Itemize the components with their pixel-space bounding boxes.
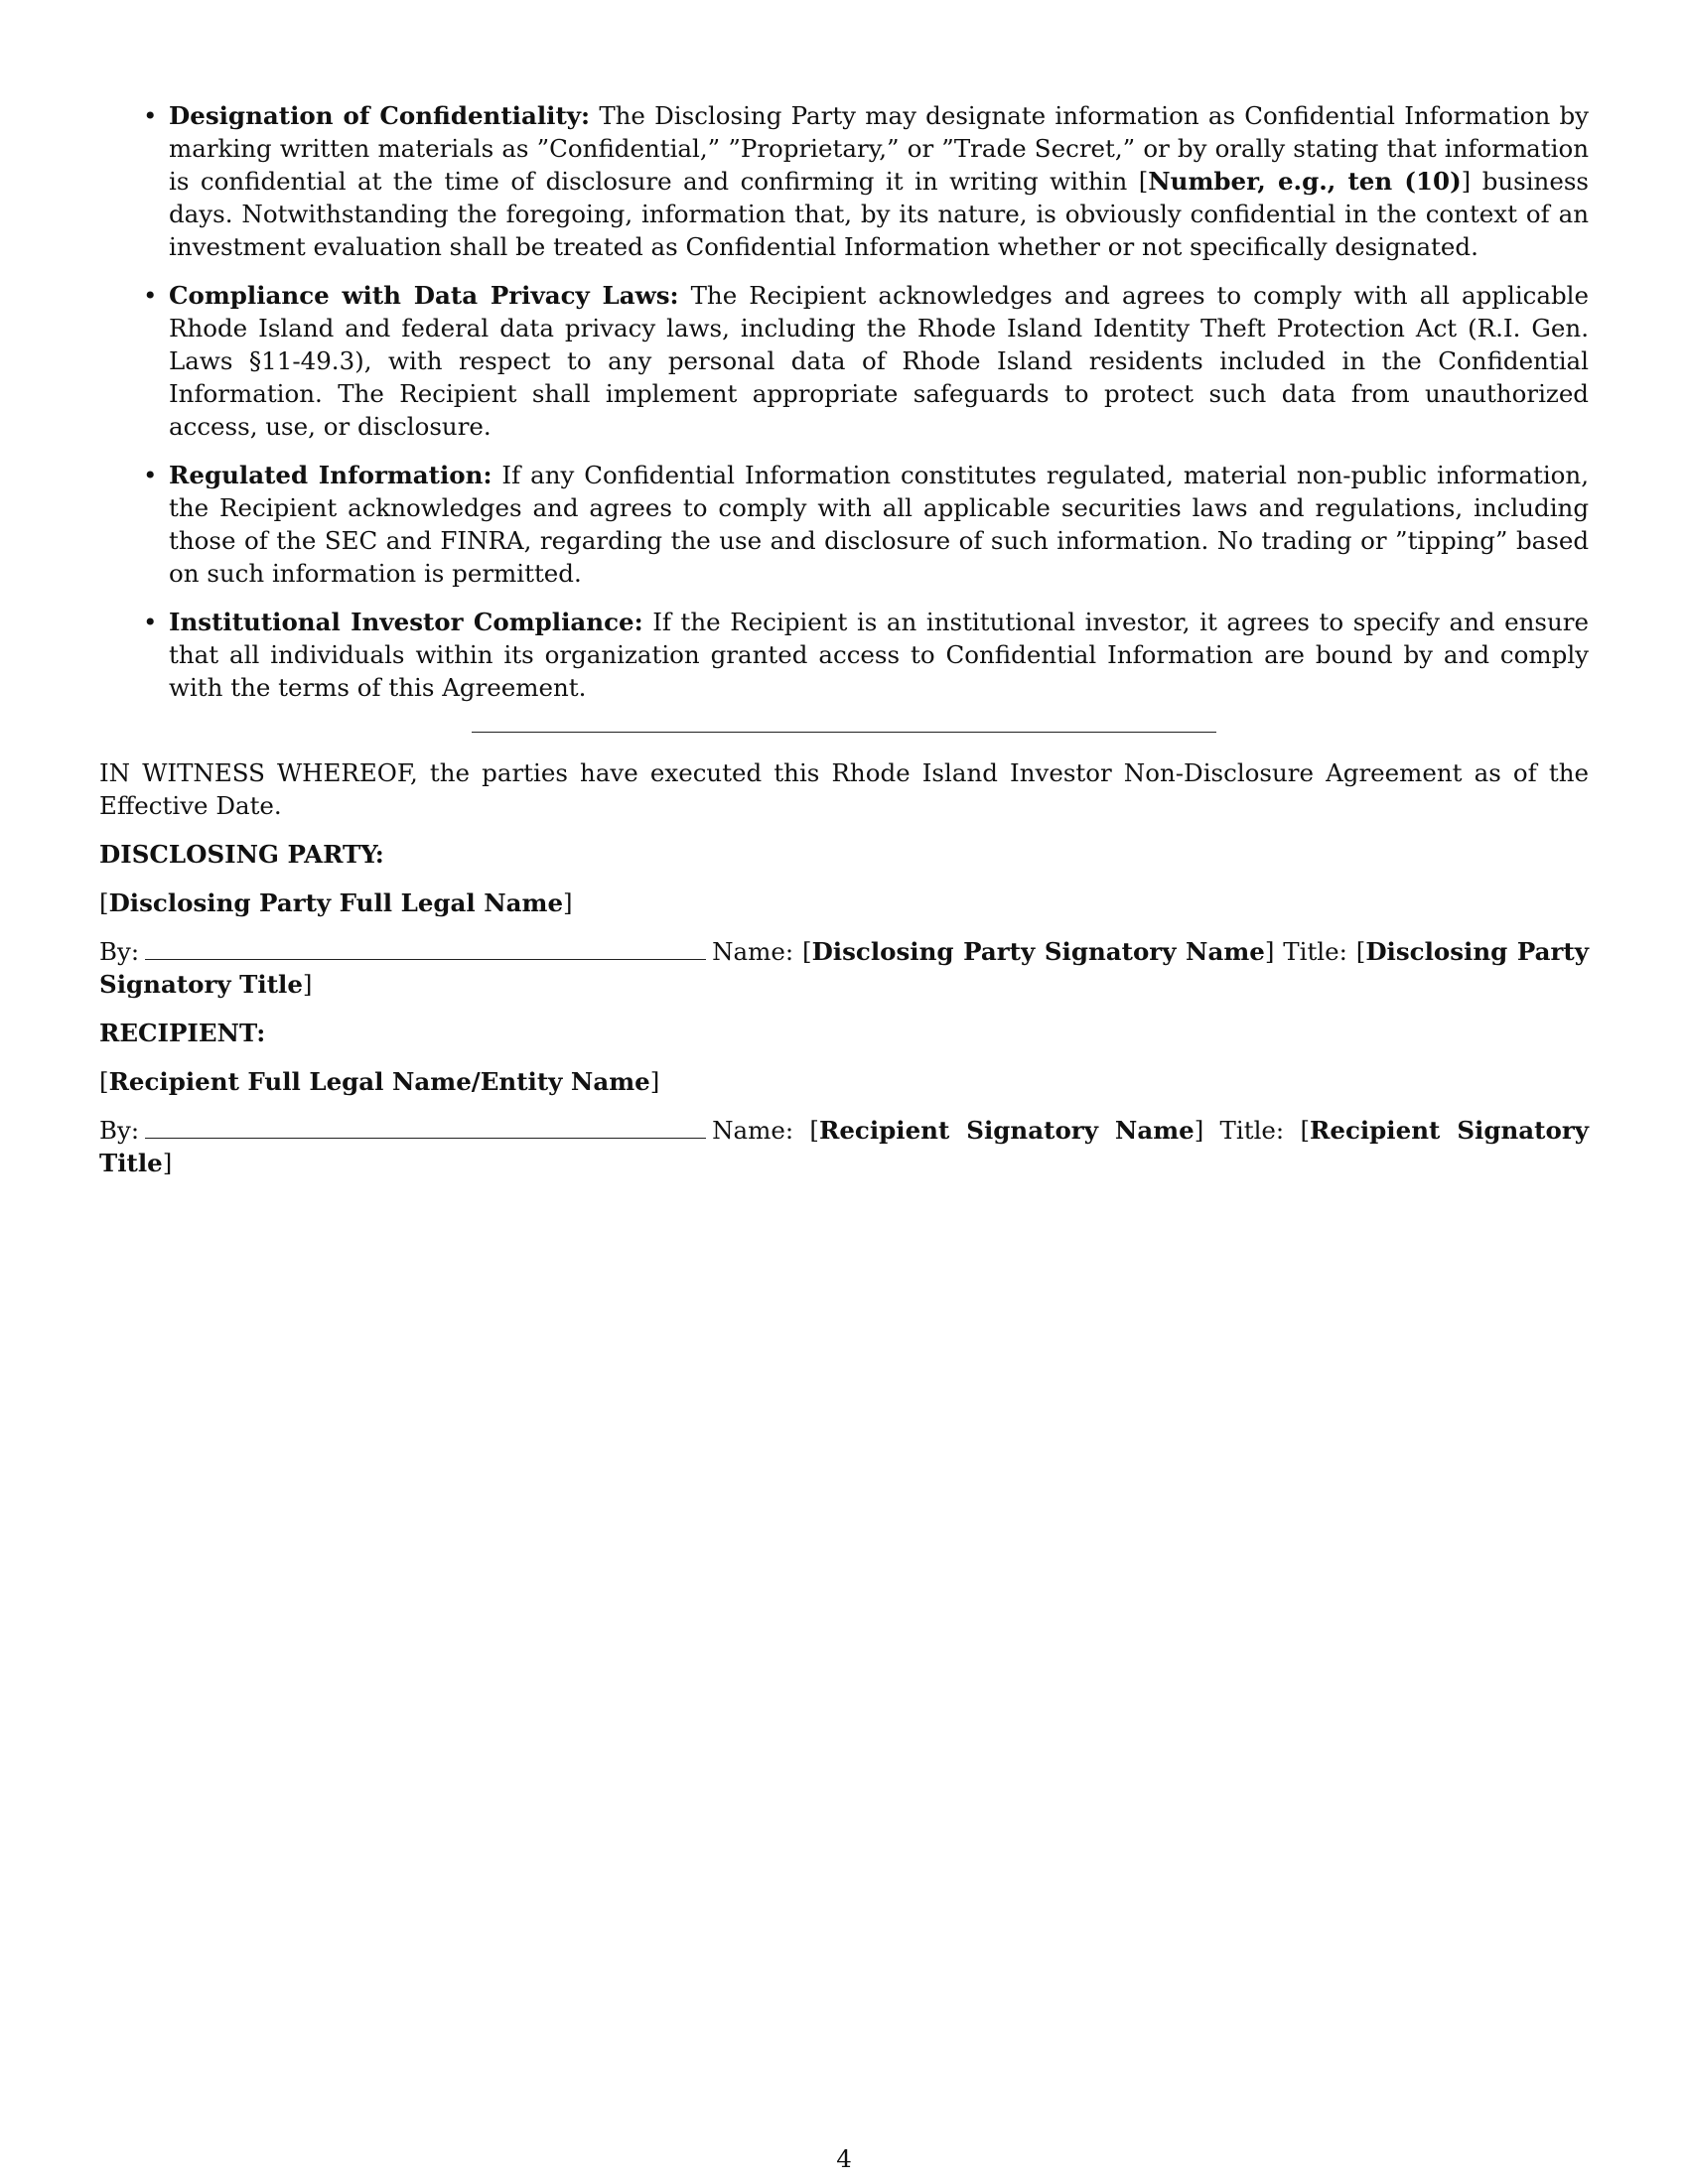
bullet-icon: • — [143, 608, 158, 636]
terms-list — [99, 99, 1589, 704]
placeholder-text: Number, e.g., ten (10) — [1148, 167, 1462, 196]
clause-text: If the Recipient is an institutional investor, it agrees to specify and ensure that all individuals within its organization granted access to Confidential Information are bound by and comply with the terms of this Agreement. — [169, 608, 1589, 702]
signature-line — [145, 1116, 706, 1139]
witness-paragraph: IN WITNESS WHEREOF, the parties have executed this Rhode Island Investor Non-Disclosure Agreement as of the Effective Date. — [99, 758, 1589, 820]
list-item — [143, 606, 1589, 704]
recipient-signature-block: By: Name: [Recipient Signatory Name] Title: [Recipient Signatory Title] — [99, 1116, 1589, 1177]
list-item — [143, 279, 1590, 443]
disclosing-party-heading: DISCLOSING PARTY: — [99, 840, 384, 869]
signatory-name: Disclosing Party Signatory Name — [811, 937, 1265, 966]
clause-text: The Recipient acknowledges and agrees to comply with all applicable Rhode Island and federal data privacy laws, including the Rhode Island Identity Theft Protection Act (R.I. Gen. Laws §11-49.3), with respect to any personal data of Rhode Island residents included in the Confidential Information. The Recipient shall implement appropriate safeguards to protect such data from unauthorized access, use, or disclosure. — [169, 281, 1590, 441]
name-label: Name: — [712, 1116, 794, 1145]
signatory-name: Recipient Signatory Name — [818, 1116, 1195, 1145]
list-item: • Designation of Confidentiality: The Disclosing Party may designate information as Confidential Information by marking written materials as ”Confidential,” ”Proprietary,” or ”Trade Secret,” or by orally stating that information is confidential at the time of disclosure and confirming it in writing within [Number, e.g., ten (10)] business days. Notwithstanding the foregoing, information that, by its nature, is obviously confidential in the context of an investment evaluation shall be treated as Confidential Information whether or not specifically designated. — [143, 101, 1589, 261]
list-item — [143, 459, 1589, 590]
title-label: Title: — [1219, 1116, 1285, 1145]
disclosing-party-name: [Disclosing Party Full Legal Name] — [99, 888, 573, 917]
bullet-icon: • — [143, 101, 158, 130]
clause-heading: Designation of Confidentiality: — [169, 101, 591, 130]
clause-heading: Institutional Investor Compliance: — [169, 608, 643, 636]
recipient-name: [Recipient Full Legal Name/Entity Name] — [99, 1067, 660, 1096]
by-label: By: — [99, 1116, 140, 1145]
name-label: Name: — [712, 937, 794, 966]
clause-heading: Regulated Information: — [169, 461, 492, 489]
clause-text: business days. Notwithstanding the foregoing, information that, by its nature, is obviously confidential in the context of an investment evaluation shall be treated as Confidential Information whether or not specifically designated. — [169, 167, 1589, 261]
clause-heading: Compliance with Data Privacy Laws: — [169, 281, 679, 310]
clause-text: The Disclosing Party may designate information as Confidential Information by marking written materials as ”Confidential,” ”Proprietary,” or ”Trade Secret,” or by orally stating that information is confidential at the time of disclosure and confirming it in writing within — [169, 101, 1589, 196]
recipient-heading: RECIPIENT: — [99, 1019, 266, 1047]
disclosing-signature-block: By: Name: [Disclosing Party Signatory Name] Title: [Disclosing Party Signatory Title] — [99, 937, 1589, 999]
bullet-icon: • — [143, 461, 158, 489]
bullet-icon: • — [143, 281, 158, 310]
title-label: Title: — [1283, 937, 1347, 966]
by-label: By: — [99, 937, 140, 966]
page-content — [99, 99, 1589, 1195]
clause-text: If any Confidential Information constitutes regulated, material non-public information, the Recipient acknowledges and agrees to comply with all applicable securities laws and regulations, including those of the SEC and FINRA, regarding the use and disclosure of such information. No trading or ”tipping” based on such information is permitted. — [169, 461, 1589, 588]
page-number: 4 — [836, 2144, 852, 2173]
signatory-title: Disclosing Party Signatory Title — [99, 937, 1589, 999]
signatory-title: Recipient Signatory Title — [99, 1116, 1589, 1177]
signature-line — [145, 937, 706, 960]
section-divider — [472, 732, 1216, 733]
